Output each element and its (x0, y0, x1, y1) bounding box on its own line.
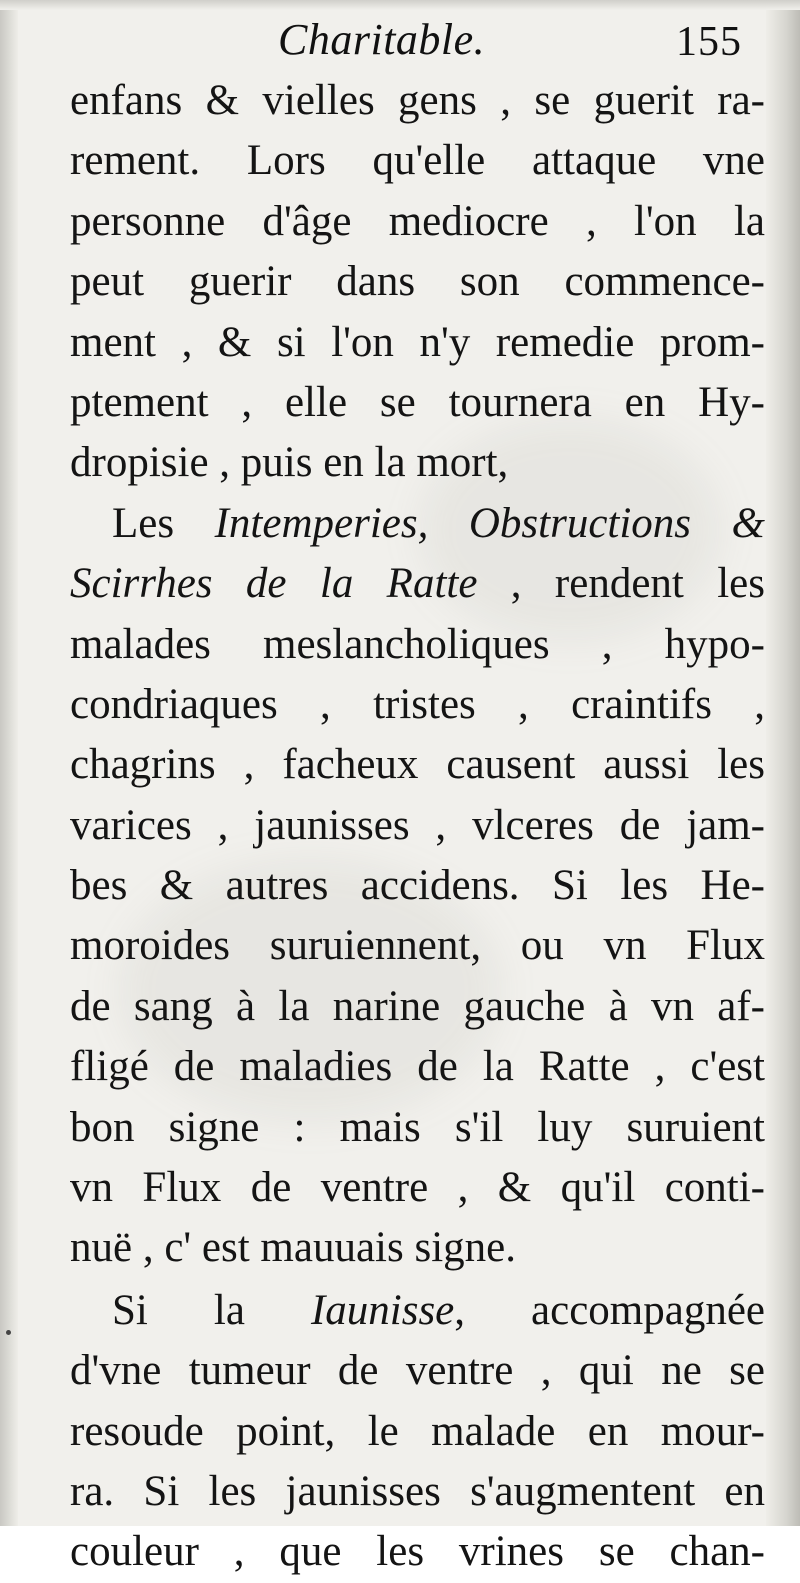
ink-speck (6, 1330, 11, 1335)
text-line: malades meslancholiques , hypo- (70, 620, 765, 668)
text-line: ra. Si les jaunisses s'augmentent en (70, 1467, 765, 1515)
text-line: rement. Lors qu'elle attaque vne (70, 137, 765, 185)
text-line: d'vne tumeur de ventre , qui ne se (70, 1347, 765, 1395)
running-head (0, 8, 800, 74)
text-line: varices , jaunisses , vlceres de jam- (70, 801, 765, 849)
paragraph-start-line: Les Intemperies, Obstructions & (112, 499, 765, 547)
paragraph-start-line: Si la Iaunisse, accompagnée (112, 1286, 765, 1334)
page-number: 155 (676, 19, 742, 65)
text-line: Scirrhes de la Ratte , rendent les (70, 560, 766, 608)
italic-term: Intemperies, Obstructions & (214, 499, 765, 547)
text-line: chagrins , facheux causent aussi les (70, 741, 765, 789)
text-line: moroides suruiennent, ou vn Flux (70, 922, 765, 970)
running-title: Charitable. (278, 15, 486, 64)
page-edge-right (766, 0, 800, 1526)
text-line: fligé de maladies de la Ratte , c'est (70, 1043, 765, 1091)
text-line: personne d'âge mediocre , l'on la (70, 197, 765, 245)
text-line: de sang à la narine gauche à vn af- (70, 982, 765, 1030)
text-line: ment , & si l'on n'y remedie prom- (70, 318, 765, 366)
text-line: peut guerir dans son commence- (70, 258, 765, 306)
text-line: enfans & vielles gens , se guerit ra- (70, 77, 765, 124)
text-line: couleur , que les vrines se chan- (70, 1528, 765, 1576)
italic-term: Scirrhes de la Ratte (70, 560, 478, 608)
italic-term: Iaunisse (310, 1286, 455, 1334)
text-line: dropisie , puis en la mort, (70, 439, 509, 487)
body-text (70, 71, 765, 1583)
text-line: nuë , c' est mauuais signe. (70, 1224, 516, 1272)
text-line: condriaques , tristes , craintifs , (70, 680, 765, 728)
page-edge-left (0, 0, 18, 1526)
text-line: ptement , elle se tournera en Hy- (70, 378, 765, 426)
text-line: resoude point, le malade en mour- (70, 1407, 765, 1455)
text-line: bes & autres accidens. Si les He- (70, 862, 765, 910)
text-line: vn Flux de ventre , & qu'il conti- (70, 1164, 765, 1212)
text-line: bon signe : mais s'il luy suruient (70, 1103, 765, 1151)
